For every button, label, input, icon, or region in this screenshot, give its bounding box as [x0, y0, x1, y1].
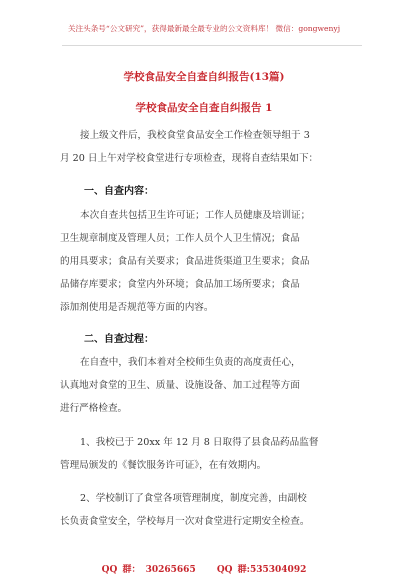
document-title: 学校食品安全自查自纠报告(13篇): [123, 71, 285, 83]
qq-group-2: QQ 群:535304092: [216, 565, 307, 575]
inspection-content-paragraph: [60, 204, 360, 319]
text-line: 月 20 日上午对学校食堂进行专项检查，现将自查结果如下：: [60, 153, 319, 164]
text-line: 1、我校已于 20xx 年 12 月 8 日取得了县食品药品监督: [80, 437, 319, 448]
text-line: 进行严格检查。: [60, 403, 128, 414]
intro-paragraph: [60, 124, 360, 170]
text-line: 品储存库要求；食堂内外环境；食品加工场所要求；食品: [60, 279, 300, 290]
section-heading-inspection-content: 一、自查内容：: [84, 186, 154, 197]
text-line: 在自查中，我们本着对全校师生负责的高度责任心，: [80, 357, 301, 368]
document-subtitle: 学校食品安全自查自纠报告 1: [135, 102, 273, 114]
text-line: 的用具要求；食品有关要求；食品进货渠道卫生要求；食品: [60, 256, 310, 267]
inspection-process-paragraph: [60, 351, 360, 420]
footer-contact: [0, 562, 408, 575]
text-line: 管理局颁发的《餐饮服务许可证》，在有效期内。: [60, 460, 267, 471]
text-line: 长负责食堂安全，学校每月一次对食堂进行定期安全检查。: [60, 516, 310, 527]
license-paragraph: [60, 431, 360, 477]
text-line: 2、学校制订了食堂各项管理制度，制度完善，由副校: [80, 493, 307, 504]
banner-divider: [62, 45, 362, 46]
promo-banner: 关注头条号“公文研究”，获得最新最全最专业的公文资料库！ 微信：gongwenyj: [67, 24, 341, 33]
qq-group-1: QQ 群： 30265665: [101, 565, 196, 575]
text-line: 认真地对食堂的卫生、质量、设施设备、加工过程等方面: [60, 380, 300, 391]
text-line: 接上级文件后，我校食堂食品安全工作检查领导组于 3: [80, 130, 310, 141]
management-paragraph: [60, 487, 360, 533]
text-line: 本次自查共包括卫生许可证；工作人员健康及培训证；: [80, 210, 311, 221]
text-line: 添加剂使用是否规范等方面的内容。: [60, 302, 214, 313]
section-heading-inspection-process: 二、自查过程：: [84, 334, 154, 345]
text-line: 卫生规章制度及管理人员；工作人员个人卫生情况；食品: [60, 233, 300, 244]
